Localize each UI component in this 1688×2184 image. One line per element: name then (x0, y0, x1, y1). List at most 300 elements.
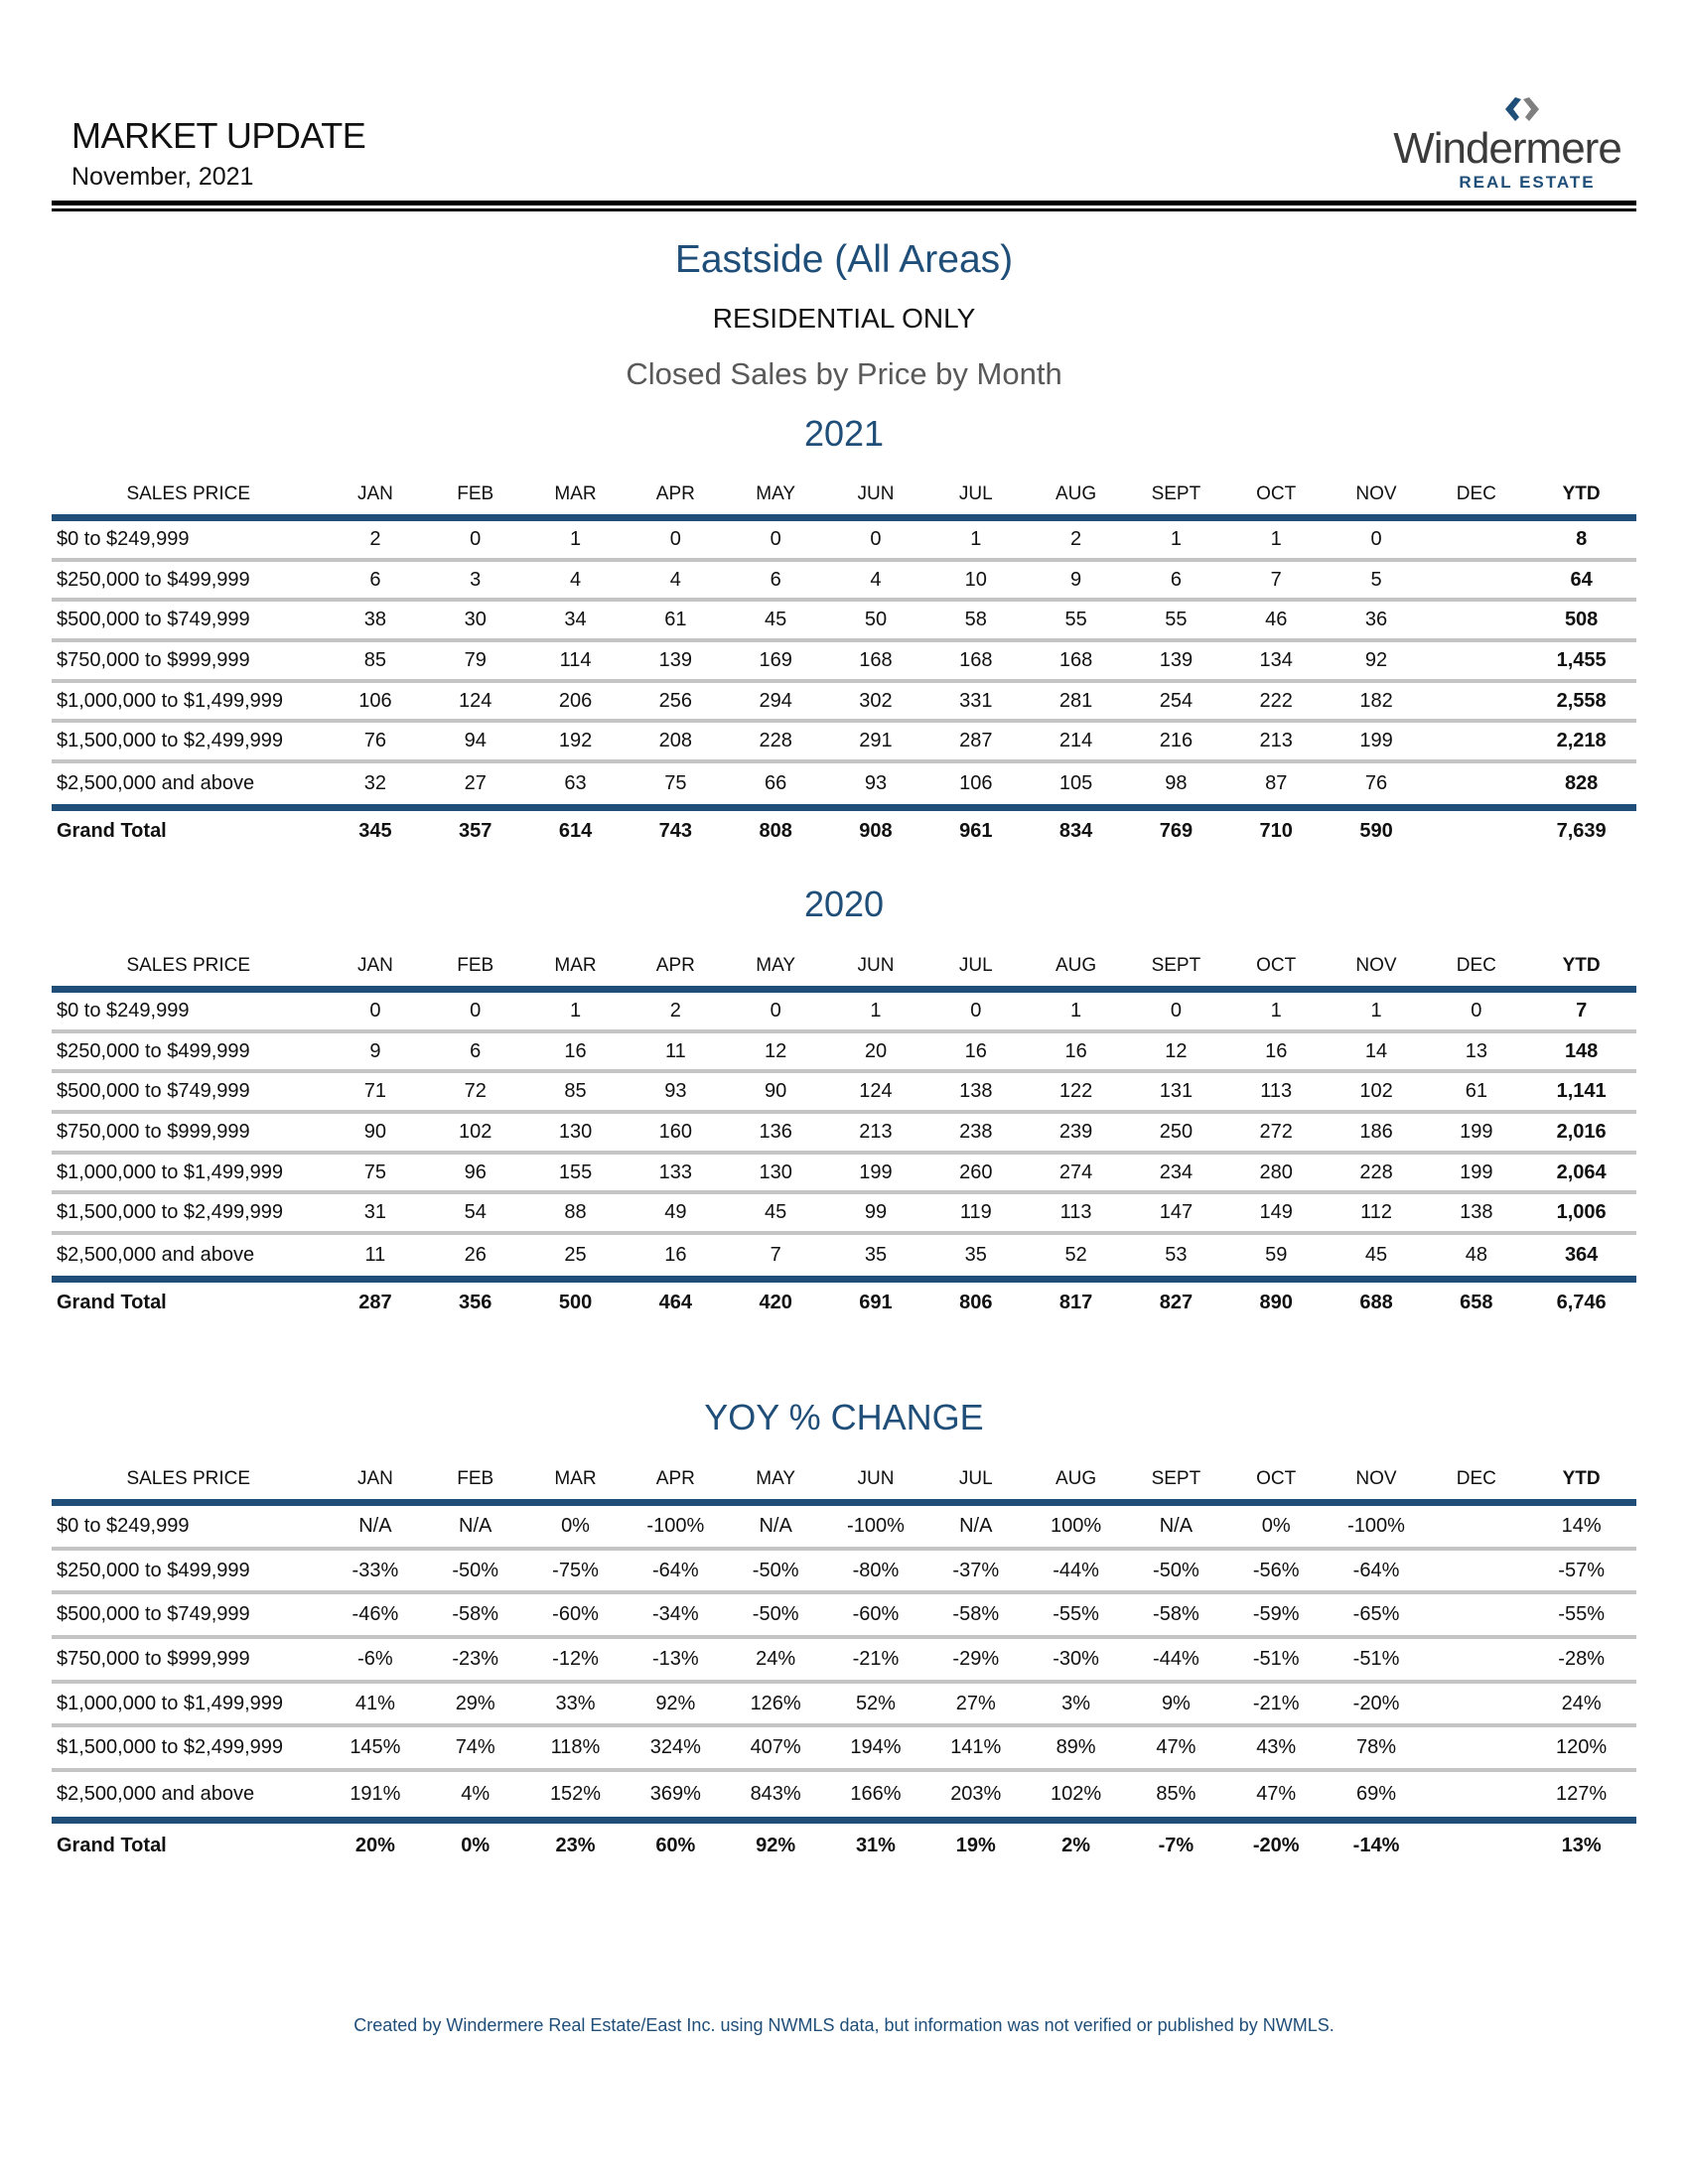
grand-total-cell: 92% (756, 1834, 796, 1856)
grand-total-cell: 961 (959, 819, 993, 842)
column-header-jun: JUN (857, 955, 895, 976)
month-cell: 331 (959, 689, 993, 712)
table-row (52, 1194, 1636, 1235)
column-header-apr: APR (655, 955, 695, 976)
month-cell: 1 (1170, 527, 1182, 550)
price-range-label: $2,500,000 and above (57, 1243, 255, 1266)
month-cell: 0% (1261, 1514, 1291, 1537)
ytd-cell: -28% (1558, 1647, 1605, 1670)
month-cell: 2 (669, 999, 681, 1022)
table-row (52, 993, 1636, 1033)
month-cell: 168 (859, 648, 893, 671)
month-cell: 199 (859, 1160, 893, 1183)
month-cell: 20 (864, 1039, 888, 1062)
price-range-label: $750,000 to $999,999 (57, 648, 250, 671)
price-range-label: $250,000 to $499,999 (57, 1039, 250, 1062)
month-cell: 139 (1159, 648, 1194, 671)
month-cell: -65% (1352, 1603, 1400, 1626)
grand-total-cell: -7% (1158, 1834, 1195, 1856)
column-header-dec: DEC (1456, 955, 1496, 976)
table-row (52, 642, 1636, 683)
month-cell: 59 (1265, 1243, 1288, 1266)
month-cell: -55% (1053, 1603, 1099, 1626)
month-cell: 160 (658, 1120, 693, 1143)
month-cell: 294 (759, 689, 792, 712)
month-cell: -60% (552, 1603, 599, 1626)
price-range-label: $1,000,000 to $1,499,999 (57, 1160, 283, 1183)
column-header-oct: OCT (1256, 1468, 1297, 1489)
month-cell: 106 (358, 689, 392, 712)
month-cell: 6 (770, 568, 781, 591)
month-cell: 75 (664, 771, 687, 794)
month-cell: 281 (1058, 689, 1093, 712)
month-cell: -50% (452, 1559, 499, 1581)
month-cell: 2 (1070, 527, 1082, 550)
column-header-nov: NOV (1355, 955, 1397, 976)
month-cell: 136 (759, 1120, 792, 1143)
sales-table-2020 (52, 946, 1636, 1323)
price-range-label: $0 to $249,999 (57, 1514, 190, 1537)
month-cell: 113 (1059, 1201, 1092, 1224)
header-rule (52, 201, 1636, 205)
month-cell: 94 (464, 730, 487, 752)
grand-total-cell: 710 (1259, 819, 1293, 842)
month-cell: 214 (1058, 730, 1093, 752)
month-cell: 1 (1270, 999, 1282, 1022)
price-range-label: $1,000,000 to $1,499,999 (57, 1692, 283, 1714)
month-cell: 53 (1165, 1243, 1188, 1266)
month-cell: 216 (1159, 730, 1194, 752)
grand-total-cell: 808 (759, 819, 792, 842)
price-range-label: $250,000 to $499,999 (57, 1559, 250, 1581)
month-cell: 0 (1370, 527, 1382, 550)
month-cell: 239 (1058, 1120, 1093, 1143)
month-cell: 228 (759, 730, 792, 752)
month-cell: 238 (959, 1120, 993, 1143)
month-cell: 48 (1465, 1243, 1487, 1266)
month-cell: 9 (1070, 568, 1082, 591)
grand-total-ytd: 7,639 (1556, 819, 1607, 842)
month-cell: 203% (950, 1782, 1002, 1805)
grand-total-cell: 590 (1359, 819, 1393, 842)
area-title: Eastside (All Areas) (674, 238, 1014, 281)
month-cell: -12% (552, 1647, 599, 1670)
month-cell: 113 (1260, 1080, 1293, 1103)
table-row (52, 562, 1636, 603)
grand-total-cell: 769 (1159, 819, 1194, 842)
ytd-cell: 14% (1561, 1514, 1602, 1537)
price-range-label: $1,500,000 to $2,499,999 (57, 1201, 283, 1224)
month-cell: 0 (1170, 999, 1182, 1022)
month-cell: -59% (1252, 1603, 1300, 1626)
month-cell: 93 (664, 1080, 687, 1103)
month-cell: 141% (950, 1736, 1002, 1759)
month-cell: 119 (959, 1201, 992, 1224)
grand-total-cell: 357 (459, 819, 492, 842)
month-cell: 122 (1058, 1080, 1093, 1103)
month-cell: -21% (1252, 1692, 1300, 1714)
month-cell: 1 (569, 999, 582, 1022)
logo-subtitle: REAL ESTATE (1459, 173, 1596, 192)
month-cell: 63 (564, 771, 587, 794)
month-cell: -44% (1153, 1647, 1199, 1670)
month-cell: 199 (1359, 730, 1393, 752)
price-range-label: $0 to $249,999 (57, 527, 190, 550)
month-cell: 256 (658, 689, 693, 712)
month-cell: 302 (859, 689, 893, 712)
column-header-dec: DEC (1456, 483, 1496, 504)
month-cell: 100% (1051, 1514, 1102, 1537)
column-header-feb: FEB (457, 1468, 494, 1489)
table-title-2021: 2021 (803, 413, 885, 454)
month-cell: -56% (1252, 1559, 1300, 1581)
month-cell: 74% (455, 1736, 495, 1759)
month-cell: 138 (1460, 1201, 1493, 1224)
logo-wordmark: Windermere (1393, 124, 1621, 173)
month-cell: 228 (1359, 1160, 1393, 1183)
column-header-ytd: YTD (1562, 955, 1601, 976)
month-cell: -75% (552, 1559, 599, 1581)
month-cell: 16 (1265, 1039, 1288, 1062)
month-cell: 0% (561, 1514, 590, 1537)
report-date: November, 2021 (71, 163, 254, 191)
month-cell: 71 (363, 1080, 387, 1103)
month-cell: -33% (352, 1559, 399, 1581)
column-header-aug: AUG (1055, 955, 1097, 976)
month-cell: 147 (1159, 1201, 1194, 1224)
table-row (52, 1772, 1636, 1817)
month-cell: 35 (964, 1243, 987, 1266)
month-cell: -51% (1352, 1647, 1400, 1670)
yoy-change-table (52, 1459, 1636, 1868)
month-cell: 55 (1064, 609, 1087, 631)
month-cell: 213 (1259, 730, 1293, 752)
column-header-sept: SEPT (1151, 1468, 1201, 1489)
month-cell: 78% (1356, 1736, 1397, 1759)
table-row (52, 763, 1636, 804)
month-cell: 250 (1159, 1120, 1194, 1143)
price-range-label: $1,500,000 to $2,499,999 (57, 1736, 283, 1759)
month-cell: 199 (1460, 1160, 1493, 1183)
month-cell: -64% (1352, 1559, 1400, 1581)
grand-total-cell: 890 (1259, 1291, 1293, 1313)
grand-total-cell: 19% (955, 1834, 996, 1856)
month-cell: 1 (970, 527, 982, 550)
month-cell: 149 (1259, 1201, 1293, 1224)
month-cell: 291 (859, 730, 893, 752)
ytd-cell: 364 (1564, 1243, 1599, 1266)
grand-total-cell: 2% (1061, 1834, 1091, 1856)
month-cell: 61 (1465, 1080, 1487, 1103)
ytd-cell: 148 (1564, 1039, 1599, 1062)
ytd-cell: -55% (1558, 1603, 1605, 1626)
month-cell: 191% (350, 1782, 401, 1805)
month-cell: 102 (459, 1120, 492, 1143)
month-cell: 102 (1359, 1080, 1393, 1103)
month-cell: 46 (1265, 609, 1288, 631)
month-cell: 1 (870, 999, 882, 1022)
ytd-cell: 1,141 (1556, 1080, 1607, 1103)
month-cell: 1 (1270, 527, 1282, 550)
header-divider (52, 514, 1636, 521)
month-cell: 13 (1465, 1039, 1487, 1062)
month-cell: N/A (759, 1514, 792, 1537)
table-row (52, 1235, 1636, 1276)
month-cell: 2 (369, 527, 381, 550)
ytd-cell: 1,455 (1556, 648, 1607, 671)
month-cell: -80% (852, 1559, 900, 1581)
month-cell: N/A (959, 1514, 993, 1537)
column-header-ytd: YTD (1562, 1468, 1601, 1489)
month-cell: 47% (1156, 1736, 1196, 1759)
month-cell: -6% (357, 1647, 393, 1670)
month-cell: 33% (555, 1692, 596, 1714)
table-row (52, 723, 1636, 763)
price-range-label: $750,000 to $999,999 (57, 1647, 250, 1670)
table-row (52, 1551, 1636, 1595)
price-range-label: $1,500,000 to $2,499,999 (57, 730, 283, 752)
column-header-feb: FEB (457, 483, 494, 504)
table-row (52, 1114, 1636, 1155)
grand-total-row (52, 1283, 1636, 1323)
month-cell: 114 (559, 648, 592, 671)
month-cell: -50% (1153, 1559, 1199, 1581)
month-cell: 4 (870, 568, 882, 591)
price-range-label: $500,000 to $749,999 (57, 1603, 250, 1626)
grand-total-cell: 345 (358, 819, 392, 842)
month-cell: 16 (564, 1039, 587, 1062)
column-header-jan: JAN (356, 1468, 393, 1489)
ytd-cell: 828 (1564, 771, 1599, 794)
grand-total-cell: 20% (354, 1834, 395, 1856)
month-cell: 843% (750, 1782, 801, 1805)
column-header-may: MAY (756, 483, 796, 504)
column-header-aug: AUG (1055, 483, 1097, 504)
month-cell: 10 (964, 568, 987, 591)
grand-total-label: Grand Total (57, 819, 167, 842)
month-cell: 16 (664, 1243, 687, 1266)
month-cell: 9% (1161, 1692, 1191, 1714)
column-header-mar: MAR (554, 483, 597, 504)
grand-total-cell: 464 (658, 1291, 693, 1313)
month-cell: 52 (1064, 1243, 1087, 1266)
month-cell: 32 (363, 771, 387, 794)
month-cell: 29% (455, 1692, 495, 1714)
month-cell: 31 (363, 1201, 387, 1224)
grand-total-cell: 60% (655, 1834, 696, 1856)
page-title: MARKET UPDATE (71, 115, 366, 156)
month-cell: 131 (1159, 1080, 1194, 1103)
header-rule-thin (52, 208, 1636, 211)
grand-total-cell: 691 (859, 1291, 893, 1313)
month-cell: 145% (350, 1736, 401, 1759)
header-divider (52, 986, 1636, 993)
table-row (52, 1594, 1636, 1639)
month-cell: 407% (750, 1736, 801, 1759)
month-cell: 1 (1070, 999, 1082, 1022)
month-cell: 79 (464, 648, 487, 671)
month-cell: 72 (464, 1080, 487, 1103)
ytd-cell: 120% (1556, 1736, 1608, 1759)
table-row (52, 1684, 1636, 1728)
month-cell: 25 (564, 1243, 587, 1266)
month-cell: 14 (1364, 1039, 1388, 1062)
month-cell: 6 (1170, 568, 1182, 591)
month-cell: 54 (464, 1201, 487, 1224)
month-cell: 168 (959, 648, 993, 671)
ytd-cell: 2,558 (1556, 689, 1607, 712)
month-cell: 47% (1256, 1782, 1297, 1805)
month-cell: 124 (859, 1080, 893, 1103)
month-cell: 280 (1259, 1160, 1293, 1183)
grand-total-label: Grand Total (57, 1834, 167, 1856)
month-cell: 0 (770, 527, 781, 550)
month-cell: 0 (1471, 999, 1482, 1022)
grand-total-cell: 31% (855, 1834, 896, 1856)
column-header-may: MAY (756, 1468, 796, 1489)
month-cell: 76 (363, 730, 387, 752)
grand-total-cell: 0% (461, 1834, 491, 1856)
month-cell: 52% (855, 1692, 896, 1714)
month-cell: 30 (464, 609, 487, 631)
month-cell: 3% (1061, 1692, 1091, 1714)
month-cell: 139 (658, 648, 693, 671)
month-cell: 118% (550, 1736, 601, 1759)
month-cell: N/A (459, 1514, 492, 1537)
property-type: RESIDENTIAL ONLY (712, 303, 976, 334)
month-cell: 182 (1359, 689, 1393, 712)
column-header-jun: JUN (857, 1468, 895, 1489)
month-cell: 34 (564, 609, 587, 631)
ytd-cell: 64 (1570, 568, 1593, 591)
month-cell: 69% (1356, 1782, 1397, 1805)
footer-note: Created by Windermere Real Estate/East Inc. using NWMLS data, but information was not verified or published by NWMLS. (353, 2015, 1335, 2035)
month-cell: 0 (470, 527, 482, 550)
month-cell: -64% (651, 1559, 699, 1581)
month-cell: 0 (369, 999, 381, 1022)
table-row (52, 1727, 1636, 1772)
grand-total-cell: 827 (1159, 1291, 1194, 1313)
grand-total-cell: 420 (759, 1291, 792, 1313)
month-cell: 234 (1159, 1160, 1194, 1183)
month-cell: 11 (364, 1243, 386, 1266)
month-cell: 66 (765, 771, 787, 794)
grand-total-cell: 500 (558, 1291, 593, 1313)
month-cell: 9 (369, 1039, 381, 1062)
column-header-oct: OCT (1256, 955, 1297, 976)
month-cell: 11 (664, 1039, 686, 1062)
total-divider (52, 1276, 1636, 1283)
grand-total-cell: 806 (959, 1291, 993, 1313)
month-cell: 130 (558, 1120, 593, 1143)
month-cell: N/A (358, 1514, 392, 1537)
month-cell: -46% (352, 1603, 399, 1626)
month-cell: -50% (752, 1559, 799, 1581)
grand-total-label: Grand Total (57, 1291, 167, 1313)
month-cell: 58 (964, 609, 987, 631)
month-cell: N/A (1159, 1514, 1194, 1537)
month-cell: 254 (1159, 689, 1194, 712)
ytd-cell: 24% (1561, 1692, 1602, 1714)
table-title-2020: 2020 (803, 884, 885, 924)
grand-total-cell: 614 (558, 819, 593, 842)
month-cell: 130 (759, 1160, 792, 1183)
grand-total-cell: 23% (555, 1834, 596, 1856)
ytd-cell: 2,218 (1556, 730, 1607, 752)
month-cell: 169 (759, 648, 792, 671)
month-cell: 99 (864, 1201, 888, 1224)
month-cell: 3 (470, 568, 482, 591)
month-cell: 166% (850, 1782, 902, 1805)
column-header-ytd: YTD (1562, 483, 1601, 504)
month-cell: -100% (646, 1514, 705, 1537)
month-cell: 102% (1051, 1782, 1102, 1805)
month-cell: 87 (1265, 771, 1288, 794)
month-cell: -58% (952, 1603, 1000, 1626)
month-cell: -100% (1347, 1514, 1405, 1537)
price-range-label: $250,000 to $499,999 (57, 568, 250, 591)
month-cell: -58% (452, 1603, 499, 1626)
grand-total-cell: 834 (1058, 819, 1093, 842)
month-cell: -29% (952, 1647, 1000, 1670)
month-cell: 124 (459, 689, 492, 712)
column-header-jan: JAN (356, 483, 393, 504)
column-header-may: MAY (756, 955, 796, 976)
grand-total-cell: 817 (1058, 1291, 1093, 1313)
header-row (52, 475, 1636, 514)
month-cell: 98 (1165, 771, 1188, 794)
month-cell: -58% (1153, 1603, 1199, 1626)
month-cell: 0 (770, 999, 781, 1022)
month-cell: 194% (850, 1736, 902, 1759)
ytd-cell: 1,006 (1556, 1201, 1607, 1224)
month-cell: 213 (859, 1120, 893, 1143)
month-cell: 4 (569, 568, 582, 591)
month-cell: 1 (569, 527, 582, 550)
month-cell: 206 (558, 689, 593, 712)
month-cell: 134 (1259, 648, 1293, 671)
grand-total-cell: 743 (658, 819, 693, 842)
table-row (52, 683, 1636, 724)
column-header-jun: JUN (857, 483, 895, 504)
month-cell: 192 (558, 730, 593, 752)
month-cell: -51% (1252, 1647, 1300, 1670)
column-header-mar: MAR (554, 1468, 597, 1489)
month-cell: 274 (1058, 1160, 1093, 1183)
price-range-label: $1,000,000 to $1,499,999 (57, 689, 283, 712)
month-cell: 138 (959, 1080, 993, 1103)
grand-total-ytd: 6,746 (1556, 1291, 1607, 1313)
grand-total-row (52, 811, 1636, 852)
grand-total-ytd: 13% (1561, 1834, 1602, 1856)
month-cell: 92 (1364, 648, 1388, 671)
month-cell: 0 (870, 527, 882, 550)
month-cell: 16 (964, 1039, 987, 1062)
month-cell: 133 (658, 1160, 693, 1183)
month-cell: 55 (1165, 609, 1188, 631)
column-header-apr: APR (655, 483, 695, 504)
column-header-sales-price: SALES PRICE (126, 1468, 251, 1489)
month-cell: 168 (1058, 648, 1093, 671)
month-cell: 126% (750, 1692, 801, 1714)
ytd-cell: 7 (1576, 999, 1588, 1022)
column-header-sept: SEPT (1151, 955, 1201, 976)
column-header-jul: JUL (958, 1468, 993, 1489)
month-cell: -34% (651, 1603, 699, 1626)
report-subtitle: Closed Sales by Price by Month (626, 356, 1062, 391)
price-range-label: $500,000 to $749,999 (57, 1080, 250, 1103)
header-row (52, 946, 1636, 986)
